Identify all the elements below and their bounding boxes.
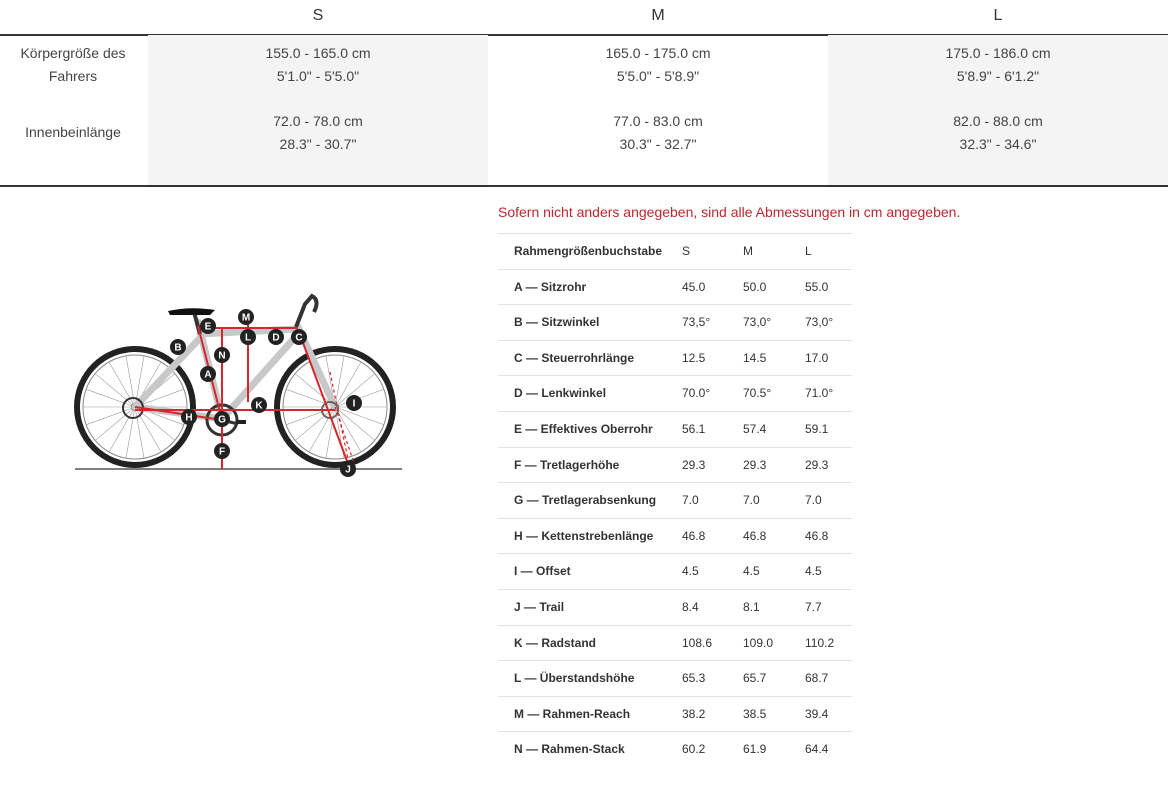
value-s: 12.5 xyxy=(682,350,706,365)
pedal xyxy=(236,420,246,424)
svg-text:M: M xyxy=(241,312,251,324)
value-m: 61.9 xyxy=(743,742,767,757)
value-s: 45.0 xyxy=(682,279,706,294)
value-m: 57.4 xyxy=(743,421,767,436)
table-row xyxy=(498,269,852,305)
marker-a xyxy=(200,366,216,382)
value-s: 8.4 xyxy=(682,599,699,614)
svg-text:I: I xyxy=(352,398,356,410)
value-s: 70.0° xyxy=(682,386,711,401)
marker-g xyxy=(214,411,230,427)
marker-m xyxy=(238,309,254,325)
geometry-header-row xyxy=(498,233,852,269)
marker-l xyxy=(240,329,256,345)
geometry-label: E — Effektives Oberrohr xyxy=(514,421,653,436)
table-row xyxy=(498,696,852,732)
value-l: 68.7 xyxy=(805,671,829,686)
value-s: 7.0 xyxy=(682,493,699,508)
value-m: 14.5 xyxy=(743,350,767,365)
geometry-label: F — Tretlagerhöhe xyxy=(514,457,620,472)
units-note: Sofern nicht anders angegeben, sind alle Abmessungen in cm angegeben. xyxy=(498,204,961,220)
svg-text:K: K xyxy=(255,400,263,412)
table-row xyxy=(498,375,852,411)
svg-text:H: H xyxy=(185,412,193,424)
size-chart-body xyxy=(0,35,1168,187)
header-l: L xyxy=(805,244,812,258)
value-m: 29.3 xyxy=(743,457,767,472)
value-l: 73,0° xyxy=(805,315,834,330)
table-row xyxy=(498,731,852,767)
size-column-l xyxy=(828,35,1168,185)
rider-height-label-line1: Körpergröße des xyxy=(20,45,126,61)
geometry-label: L — Überstandshöhe xyxy=(514,671,635,686)
marker-f xyxy=(214,443,230,459)
geometry-label: A — Sitzrohr xyxy=(514,279,587,294)
inseam-m: 77.0 - 83.0 cm 30.3" - 32.7" xyxy=(613,113,703,152)
size-column-m xyxy=(488,35,828,185)
marker-k xyxy=(251,397,267,413)
header-m: M xyxy=(743,244,753,258)
geometry-label: H — Kettenstrebenlänge xyxy=(514,528,654,543)
value-s: 73,5° xyxy=(682,315,711,330)
size-header-m: M xyxy=(651,7,665,24)
inseam-s: 72.0 - 78.0 cm 28.3" - 30.7" xyxy=(273,113,363,152)
marker-c xyxy=(291,329,307,345)
value-m: 46.8 xyxy=(743,528,767,543)
geometry-label: M — Rahmen-Reach xyxy=(514,706,631,721)
value-m: 109.0 xyxy=(743,635,774,650)
inseam-label: Innenbeinlänge xyxy=(25,124,121,140)
geometry-label: D — Lenkwinkel xyxy=(514,386,607,401)
size-column-s xyxy=(148,35,488,185)
value-l: 39.4 xyxy=(805,706,829,721)
value-l: 55.0 xyxy=(805,279,829,294)
value-m: 7.0 xyxy=(743,493,760,508)
geometry-label: J — Trail xyxy=(514,599,565,614)
geometry-label: G — Tretlagerabsenkung xyxy=(514,493,657,508)
geometry-label: K — Radstand xyxy=(514,635,597,650)
table-row xyxy=(498,660,852,696)
rider-height-s: 155.0 - 165.0 cm 5'1.0" - 5'5.0" xyxy=(265,45,371,84)
wheel-spoke xyxy=(95,407,135,440)
rider-height-l: 175.0 - 186.0 cm 5'8.9" - 6'1.2" xyxy=(945,45,1051,84)
value-l: 46.8 xyxy=(805,528,829,543)
size-chart-header xyxy=(0,0,1168,36)
geometry-label: C — Steuerrohrlänge xyxy=(514,350,635,365)
geometry-table xyxy=(498,233,852,767)
value-s: 108.6 xyxy=(682,635,713,650)
marker-h xyxy=(181,409,197,425)
size-header-l: L xyxy=(993,7,1003,24)
wheel-spoke xyxy=(86,389,135,407)
handlebar xyxy=(296,296,317,327)
value-m: 73,0° xyxy=(743,315,772,330)
value-m: 50.0 xyxy=(743,279,767,294)
value-l: 71.0° xyxy=(805,386,834,401)
value-s: 4.5 xyxy=(682,564,699,579)
table-row xyxy=(498,553,852,589)
value-m: 70.5° xyxy=(743,386,772,401)
wheel-spoke xyxy=(95,374,135,407)
value-s: 46.8 xyxy=(682,528,706,543)
frame-size-letter-header: Rahmengrößenbuchstabe xyxy=(514,244,663,258)
marker-e xyxy=(200,318,216,334)
rider-height-m: 165.0 - 175.0 cm 5'5.0" - 5'8.9" xyxy=(605,45,711,84)
value-m: 4.5 xyxy=(743,564,760,579)
value-l: 64.4 xyxy=(805,742,829,757)
value-l: 59.1 xyxy=(805,421,829,436)
bike-geometry-diagram xyxy=(60,282,420,482)
marker-n xyxy=(214,347,230,363)
geometry-label: I — Offset xyxy=(514,564,571,579)
wheel-spoke xyxy=(335,407,375,440)
value-m: 65.7 xyxy=(743,671,767,686)
value-l: 4.5 xyxy=(805,564,822,579)
svg-text:D: D xyxy=(272,332,280,344)
rider-height-label xyxy=(0,42,146,88)
table-row xyxy=(498,518,852,554)
value-s: 38.2 xyxy=(682,706,706,721)
value-l: 29.3 xyxy=(805,457,829,472)
marker-d xyxy=(268,329,284,345)
table-row xyxy=(498,589,852,625)
marker-j xyxy=(340,461,356,477)
header-s: S xyxy=(682,244,691,258)
geometry-label: B — Sitzwinkel xyxy=(514,315,600,330)
rider-height-label-line2: Fahrers xyxy=(48,68,98,84)
saddle xyxy=(168,308,215,315)
value-l: 17.0 xyxy=(805,350,829,365)
inseam-l: 82.0 - 88.0 cm 32.3" - 34.6" xyxy=(953,113,1043,152)
svg-text:C: C xyxy=(295,332,303,344)
table-row xyxy=(498,625,852,661)
marker-b xyxy=(170,339,186,355)
value-l: 7.0 xyxy=(805,493,822,508)
marker-i xyxy=(346,395,362,411)
value-m: 38.5 xyxy=(743,706,767,721)
table-row xyxy=(498,482,852,518)
size-header-s: S xyxy=(312,7,324,24)
svg-text:L: L xyxy=(244,332,252,344)
svg-text:J: J xyxy=(345,464,351,476)
svg-text:B: B xyxy=(174,342,182,354)
table-row xyxy=(498,304,852,340)
value-l: 7.7 xyxy=(805,599,822,614)
value-s: 60.2 xyxy=(682,742,706,757)
value-s: 56.1 xyxy=(682,421,706,436)
table-row xyxy=(498,340,852,376)
value-l: 110.2 xyxy=(805,635,835,650)
value-s: 65.3 xyxy=(682,671,706,686)
table-row xyxy=(498,447,852,483)
geometry-label: N — Rahmen-Stack xyxy=(514,742,625,757)
wheel-spoke xyxy=(335,407,384,425)
svg-text:G: G xyxy=(218,414,226,426)
svg-text:A: A xyxy=(204,369,212,381)
value-s: 29.3 xyxy=(682,457,706,472)
table-row xyxy=(498,411,852,447)
value-m: 8.1 xyxy=(743,599,760,614)
svg-text:F: F xyxy=(218,446,226,458)
svg-text:E: E xyxy=(204,321,212,333)
svg-text:N: N xyxy=(218,350,226,362)
